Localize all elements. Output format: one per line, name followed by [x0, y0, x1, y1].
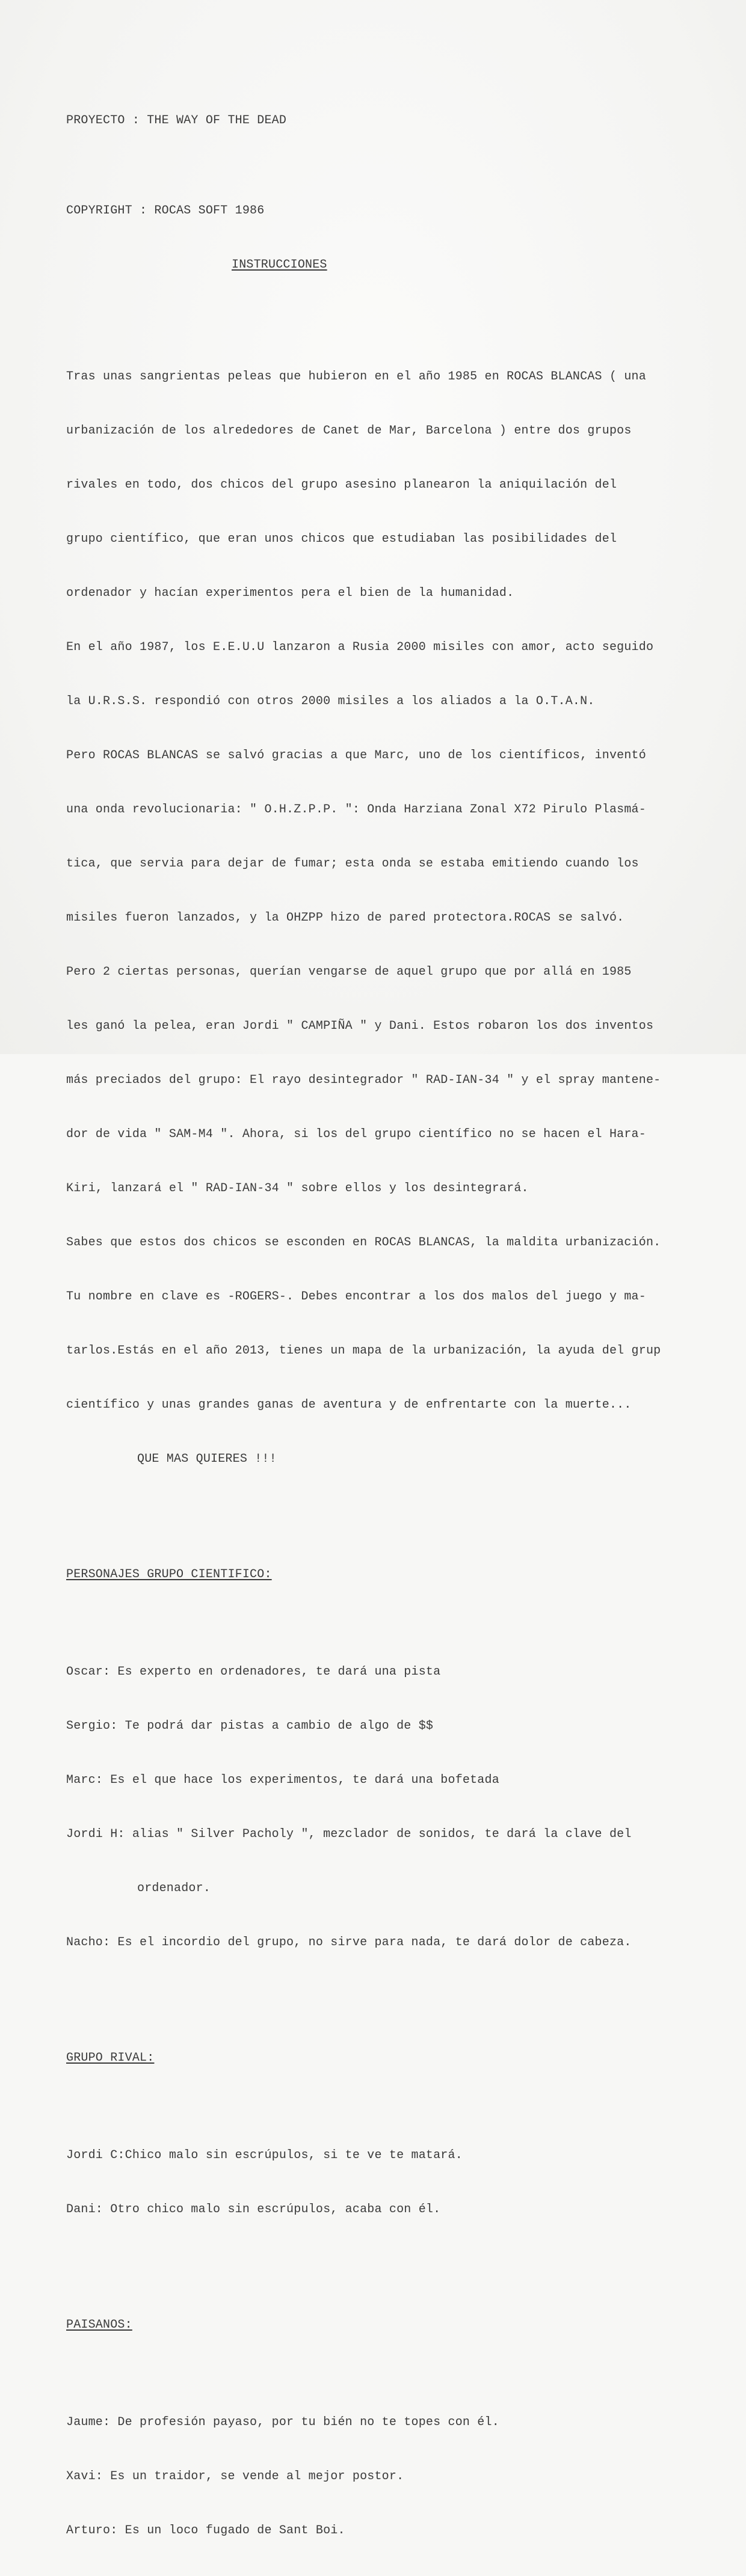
character-line: Marc: Es el que hace los experimentos, te dará una bofetada	[66, 1773, 499, 1787]
intro-line: tarlos.Estás en el año 2013, tienes un mapa de la urbanización, la ayuda del grup	[66, 1344, 661, 1358]
document-title: INSTRUCCIONES	[232, 258, 327, 272]
intro-line: ordenador y hacían experimentos pera el bien de la humanidad.	[66, 586, 514, 600]
character-line: Jordi C:Chico malo sin escrúpulos, si te ve te matará.	[66, 2148, 463, 2162]
intro-line: urbanización de los alrededores de Canet de Mar, Barcelona ) entre dos grupos	[66, 424, 632, 438]
character-line: Dani: Otro chico malo sin escrúpulos, acaba con él.	[66, 2203, 441, 2216]
intro-line: les ganó la pelea, eran Jordi " CAMPIÑA " y Dani. Estos robaron los dos inventos	[66, 1019, 654, 1033]
intro-line: tica, que servia para dejar de fumar; esta onda se estaba emitiendo cuando los	[66, 857, 639, 871]
project-line: PROYECTO : THE WAY OF THE DEAD	[66, 114, 287, 127]
intro-line: grupo científico, que eran unos chicos que estudiaban las posibilidades del	[66, 532, 617, 546]
section-heading-rival: GRUPO RIVAL:	[66, 2051, 155, 2065]
intro-line: En el año 1987, los E.E.U.U lanzaron a Rusia 2000 misiles con amor, acto seguido	[66, 640, 654, 654]
character-line: Nacho: Es el incordio del grupo, no sirve para nada, te dará dolor de cabeza.	[66, 1936, 632, 1949]
typewritten-text	[66, 76, 716, 2576]
intro-line: Sabes que estos dos chicos se esconden en ROCAS BLANCAS, la maldita urbanización.	[66, 1236, 661, 1250]
section-heading-paisanos: PAISANOS:	[66, 2318, 132, 2332]
intro-line: científico y unas grandes ganas de aventura y de enfrentarte con la muerte...	[66, 1398, 632, 1412]
character-line: Jordi H: alias " Silver Pacholy ", mezclador de sonidos, te dará la clave del	[66, 1827, 632, 1841]
intro-line: más preciados del grupo: El rayo desintegrador " RAD-IAN-34 " y el spray mantene-	[66, 1073, 661, 1087]
intro-line: Tras unas sangrientas peleas que hubieron en el año 1985 en ROCAS BLANCAS ( una	[66, 370, 646, 384]
copyright-line: COPYRIGHT : ROCAS SOFT 1986	[66, 204, 265, 218]
intro-line: Tu nombre en clave es -ROGERS-. Debes encontrar a los dos malos del juego y ma-	[66, 1290, 646, 1304]
intro-closing: QUE MAS QUIERES !!!	[137, 1452, 277, 1466]
character-line: Xavi: Es un traidor, se vende al mejor postor.	[66, 2470, 404, 2483]
character-line-continuation: ordenador.	[137, 1881, 211, 1895]
character-line: Jaume: De profesión payaso, por tu bién no te topes con él.	[66, 2415, 499, 2429]
character-line: Arturo: Es un loco fugado de Sant Boi.	[66, 2524, 345, 2538]
intro-line: misiles fueron lanzados, y la OHZPP hizo de pared protectora.ROCAS se salvó.	[66, 911, 624, 925]
character-line: Oscar: Es experto en ordenadores, te dará una pista	[66, 1665, 441, 1679]
character-line: Sergio: Te podrá dar pistas a cambio de algo de $$	[66, 1719, 434, 1733]
intro-line: Kiri, lanzará el " RAD-IAN-34 " sobre ellos y los desintegrará.	[66, 1182, 529, 1195]
intro-line: una onda revolucionaria: " O.H.Z.P.P. ": Onda Harziana Zonal X72 Pirulo Plasmá-	[66, 803, 646, 817]
intro-line: la U.R.S.S. respondió con otros 2000 misiles a los aliados a la O.T.A.N.	[66, 695, 595, 708]
section-heading-scientific: PERSONAJES GRUPO CIENTIFICO:	[66, 1568, 272, 1581]
intro-line: Pero ROCAS BLANCAS se salvó gracias a que Marc, uno de los científicos, inventó	[66, 749, 646, 762]
intro-line: rivales en todo, dos chicos del grupo asesino planearon la aniquilación del	[66, 478, 617, 492]
intro-line: dor de vida " SAM-M4 ". Ahora, si los del grupo científico no se hacen el Hara-	[66, 1127, 646, 1141]
intro-line: Pero 2 ciertas personas, querían vengarse de aquel grupo que por allá en 1985	[66, 965, 632, 979]
